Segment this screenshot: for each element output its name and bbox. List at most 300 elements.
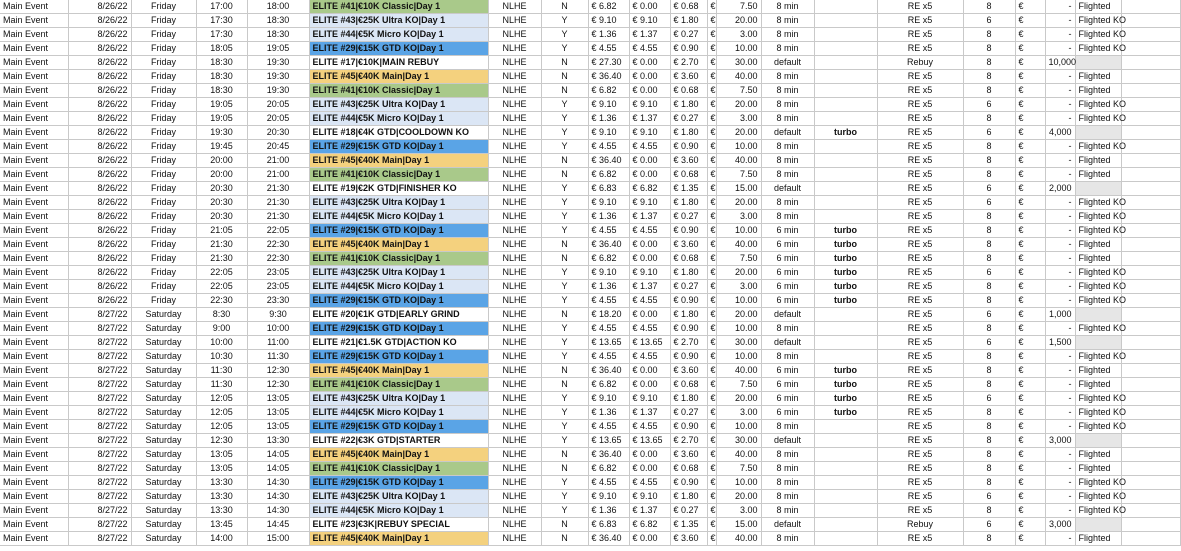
knockout-flag-cell[interactable]: Y [541,28,588,42]
level-time-cell[interactable]: 8 min [761,84,814,98]
category-cell[interactable]: Main Event [0,392,68,406]
empty-cell[interactable] [1121,196,1180,210]
structure-cell[interactable]: RE x5 [877,322,963,336]
structure-cell[interactable]: RE x5 [877,294,963,308]
category-cell[interactable]: Main Event [0,490,68,504]
fee-cell[interactable]: € 1.80 [670,308,707,322]
flight-type-cell[interactable] [1075,126,1121,140]
guarantee-currency-cell[interactable]: € [1015,266,1045,280]
date-cell[interactable]: 8/27/22 [68,504,131,518]
bounty-cell[interactable]: € 1.37 [629,406,670,420]
game-type-cell[interactable]: NLHE [488,224,541,238]
game-type-cell[interactable]: NLHE [488,322,541,336]
end-time-cell[interactable]: 14:30 [247,490,309,504]
start-time-cell[interactable]: 17:30 [196,14,247,28]
knockout-flag-cell[interactable]: N [541,518,588,532]
category-cell[interactable]: Main Event [0,28,68,42]
tournament-name-cell[interactable]: ELITE #41|€10K Classic|Day 1 [309,378,488,392]
seats-cell[interactable]: 8 [963,140,1015,154]
date-cell[interactable]: 8/26/22 [68,224,131,238]
total-cell[interactable]: 3.00 [716,504,761,518]
weekday-cell[interactable]: Friday [131,112,196,126]
currency-cell[interactable]: € [707,154,716,168]
start-time-cell[interactable]: 21:30 [196,252,247,266]
seats-cell[interactable]: 8 [963,378,1015,392]
empty-cell[interactable] [1121,406,1180,420]
speed-cell[interactable] [814,84,877,98]
fee-cell[interactable]: € 0.27 [670,504,707,518]
date-cell[interactable]: 8/26/22 [68,266,131,280]
bounty-cell[interactable]: € 6.82 [629,518,670,532]
level-time-cell[interactable]: 8 min [761,14,814,28]
seats-cell[interactable]: 8 [963,532,1015,546]
speed-cell[interactable] [814,56,877,70]
game-type-cell[interactable]: NLHE [488,350,541,364]
currency-cell[interactable]: € [707,168,716,182]
structure-cell[interactable]: RE x5 [877,490,963,504]
knockout-flag-cell[interactable]: Y [541,210,588,224]
date-cell[interactable]: 8/26/22 [68,98,131,112]
bounty-cell[interactable]: € 9.10 [629,392,670,406]
knockout-flag-cell[interactable]: Y [541,266,588,280]
fee-cell[interactable]: € 1.80 [670,392,707,406]
weekday-cell[interactable]: Saturday [131,378,196,392]
end-time-cell[interactable]: 13:05 [247,420,309,434]
start-time-cell[interactable]: 22:05 [196,266,247,280]
flight-type-cell[interactable]: Flighted [1075,378,1121,392]
total-cell[interactable]: 3.00 [716,210,761,224]
knockout-flag-cell[interactable]: N [541,532,588,546]
level-time-cell[interactable]: 8 min [761,420,814,434]
currency-cell[interactable]: € [707,126,716,140]
game-type-cell[interactable]: NLHE [488,168,541,182]
end-time-cell[interactable]: 11:00 [247,336,309,350]
structure-cell[interactable]: Rebuy [877,56,963,70]
start-time-cell[interactable]: 21:05 [196,224,247,238]
empty-cell[interactable] [1121,336,1180,350]
fee-cell[interactable]: € 1.35 [670,518,707,532]
tournament-name-cell[interactable]: ELITE #43|€25K Ultra KO|Day 1 [309,98,488,112]
currency-cell[interactable]: € [707,490,716,504]
buyin-cell[interactable]: € 9.10 [588,98,629,112]
fee-cell[interactable]: € 0.68 [670,462,707,476]
end-time-cell[interactable]: 22:30 [247,252,309,266]
flight-type-cell[interactable]: Flighted KO [1075,196,1121,210]
bounty-cell[interactable]: € 4.55 [629,42,670,56]
empty-cell[interactable] [1121,70,1180,84]
guarantee-cell[interactable]: - [1045,266,1075,280]
total-cell[interactable]: 10.00 [716,224,761,238]
weekday-cell[interactable]: Friday [131,0,196,14]
guarantee-cell[interactable]: 1,500 [1045,336,1075,350]
game-type-cell[interactable]: NLHE [488,420,541,434]
guarantee-currency-cell[interactable]: € [1015,224,1045,238]
seats-cell[interactable]: 6 [963,266,1015,280]
level-time-cell[interactable]: 6 min [761,280,814,294]
guarantee-currency-cell[interactable]: € [1015,462,1045,476]
guarantee-cell[interactable]: - [1045,84,1075,98]
speed-cell[interactable] [814,154,877,168]
flight-type-cell[interactable] [1075,308,1121,322]
fee-cell[interactable]: € 1.80 [670,266,707,280]
tournament-name-cell[interactable]: ELITE #45|€40K Main|Day 1 [309,70,488,84]
knockout-flag-cell[interactable]: Y [541,98,588,112]
flight-type-cell[interactable]: Flighted KO [1075,392,1121,406]
knockout-flag-cell[interactable]: N [541,364,588,378]
category-cell[interactable]: Main Event [0,154,68,168]
flight-type-cell[interactable] [1075,518,1121,532]
empty-cell[interactable] [1121,350,1180,364]
fee-cell[interactable]: € 1.80 [670,196,707,210]
speed-cell[interactable]: turbo [814,294,877,308]
seats-cell[interactable]: 8 [963,42,1015,56]
level-time-cell[interactable]: 6 min [761,378,814,392]
knockout-flag-cell[interactable]: Y [541,14,588,28]
guarantee-currency-cell[interactable]: € [1015,476,1045,490]
flight-type-cell[interactable]: Flighted KO [1075,28,1121,42]
category-cell[interactable]: Main Event [0,448,68,462]
empty-cell[interactable] [1121,308,1180,322]
weekday-cell[interactable]: Friday [131,224,196,238]
speed-cell[interactable]: turbo [814,364,877,378]
seats-cell[interactable]: 6 [963,196,1015,210]
date-cell[interactable]: 8/27/22 [68,434,131,448]
weekday-cell[interactable]: Saturday [131,420,196,434]
level-time-cell[interactable]: 8 min [761,28,814,42]
category-cell[interactable]: Main Event [0,504,68,518]
structure-cell[interactable]: RE x5 [877,140,963,154]
guarantee-cell[interactable]: - [1045,490,1075,504]
guarantee-cell[interactable]: - [1045,154,1075,168]
guarantee-currency-cell[interactable]: € [1015,490,1045,504]
empty-cell[interactable] [1121,448,1180,462]
guarantee-currency-cell[interactable]: € [1015,448,1045,462]
weekday-cell[interactable]: Saturday [131,448,196,462]
weekday-cell[interactable]: Friday [131,168,196,182]
currency-cell[interactable]: € [707,182,716,196]
fee-cell[interactable]: € 0.68 [670,0,707,14]
total-cell[interactable]: 3.00 [716,112,761,126]
game-type-cell[interactable]: NLHE [488,154,541,168]
end-time-cell[interactable]: 10:00 [247,322,309,336]
category-cell[interactable]: Main Event [0,42,68,56]
start-time-cell[interactable]: 20:30 [196,210,247,224]
start-time-cell[interactable]: 10:30 [196,350,247,364]
seats-cell[interactable]: 8 [963,112,1015,126]
knockout-flag-cell[interactable]: Y [541,112,588,126]
seats-cell[interactable]: 6 [963,518,1015,532]
game-type-cell[interactable]: NLHE [488,532,541,546]
seats-cell[interactable]: 8 [963,238,1015,252]
category-cell[interactable]: Main Event [0,364,68,378]
tournament-name-cell[interactable]: ELITE #43|€25K Ultra KO|Day 1 [309,196,488,210]
guarantee-currency-cell[interactable]: € [1015,406,1045,420]
speed-cell[interactable] [814,168,877,182]
seats-cell[interactable]: 8 [963,420,1015,434]
speed-cell[interactable] [814,462,877,476]
date-cell[interactable]: 8/27/22 [68,336,131,350]
end-time-cell[interactable]: 21:30 [247,210,309,224]
empty-cell[interactable] [1121,392,1180,406]
fee-cell[interactable]: € 0.68 [670,378,707,392]
speed-cell[interactable]: turbo [814,238,877,252]
empty-cell[interactable] [1121,364,1180,378]
game-type-cell[interactable]: NLHE [488,238,541,252]
fee-cell[interactable]: € 1.80 [670,126,707,140]
empty-cell[interactable] [1121,490,1180,504]
flight-type-cell[interactable]: Flighted KO [1075,210,1121,224]
total-cell[interactable]: 20.00 [716,196,761,210]
knockout-flag-cell[interactable]: N [541,154,588,168]
flight-type-cell[interactable]: Flighted KO [1075,406,1121,420]
category-cell[interactable]: Main Event [0,210,68,224]
bounty-cell[interactable]: € 4.55 [629,350,670,364]
speed-cell[interactable] [814,350,877,364]
currency-cell[interactable]: € [707,350,716,364]
bounty-cell[interactable]: € 9.10 [629,266,670,280]
total-cell[interactable]: 15.00 [716,182,761,196]
seats-cell[interactable]: 8 [963,84,1015,98]
tournament-name-cell[interactable]: ELITE #18|€4K GTD|COOLDOWN KO [309,126,488,140]
speed-cell[interactable] [814,322,877,336]
end-time-cell[interactable]: 20:45 [247,140,309,154]
seats-cell[interactable]: 6 [963,182,1015,196]
category-cell[interactable]: Main Event [0,476,68,490]
seats-cell[interactable]: 6 [963,98,1015,112]
date-cell[interactable]: 8/26/22 [68,112,131,126]
guarantee-currency-cell[interactable]: € [1015,336,1045,350]
currency-cell[interactable]: € [707,280,716,294]
guarantee-cell[interactable]: - [1045,70,1075,84]
guarantee-cell[interactable]: - [1045,462,1075,476]
tournament-name-cell[interactable]: ELITE #44|€5K Micro KO|Day 1 [309,504,488,518]
end-time-cell[interactable]: 18:30 [247,28,309,42]
guarantee-cell[interactable]: - [1045,0,1075,14]
total-cell[interactable]: 15.00 [716,518,761,532]
guarantee-cell[interactable]: - [1045,42,1075,56]
structure-cell[interactable]: RE x5 [877,462,963,476]
structure-cell[interactable]: RE x5 [877,476,963,490]
weekday-cell[interactable]: Saturday [131,364,196,378]
end-time-cell[interactable]: 11:30 [247,350,309,364]
start-time-cell[interactable]: 22:05 [196,280,247,294]
flight-type-cell[interactable]: Flighted [1075,238,1121,252]
category-cell[interactable]: Main Event [0,238,68,252]
structure-cell[interactable]: RE x5 [877,14,963,28]
bounty-cell[interactable]: € 9.10 [629,126,670,140]
level-time-cell[interactable]: 8 min [761,0,814,14]
total-cell[interactable]: 20.00 [716,392,761,406]
structure-cell[interactable]: RE x5 [877,42,963,56]
bounty-cell[interactable]: € 0.00 [629,448,670,462]
buyin-cell[interactable]: € 36.40 [588,532,629,546]
flight-type-cell[interactable] [1075,336,1121,350]
weekday-cell[interactable]: Saturday [131,350,196,364]
seats-cell[interactable]: 8 [963,210,1015,224]
level-time-cell[interactable]: 6 min [761,252,814,266]
empty-cell[interactable] [1121,294,1180,308]
tournament-name-cell[interactable]: ELITE #29|€15K GTD KO|Day 1 [309,294,488,308]
empty-cell[interactable] [1121,280,1180,294]
knockout-flag-cell[interactable]: Y [541,476,588,490]
guarantee-cell[interactable]: - [1045,280,1075,294]
buyin-cell[interactable]: € 4.55 [588,224,629,238]
total-cell[interactable]: 20.00 [716,126,761,140]
total-cell[interactable]: 40.00 [716,154,761,168]
level-time-cell[interactable]: 6 min [761,392,814,406]
bounty-cell[interactable]: € 0.00 [629,462,670,476]
category-cell[interactable]: Main Event [0,322,68,336]
total-cell[interactable]: 40.00 [716,70,761,84]
tournament-name-cell[interactable]: ELITE #43|€25K Ultra KO|Day 1 [309,490,488,504]
tournament-name-cell[interactable]: ELITE #41|€10K Classic|Day 1 [309,0,488,14]
fee-cell[interactable]: € 0.90 [670,420,707,434]
buyin-cell[interactable]: € 13.65 [588,336,629,350]
fee-cell[interactable]: € 3.60 [670,70,707,84]
guarantee-currency-cell[interactable]: € [1015,420,1045,434]
speed-cell[interactable] [814,532,877,546]
guarantee-cell[interactable]: - [1045,420,1075,434]
flight-type-cell[interactable]: Flighted KO [1075,490,1121,504]
date-cell[interactable]: 8/27/22 [68,462,131,476]
game-type-cell[interactable]: NLHE [488,364,541,378]
weekday-cell[interactable]: Friday [131,42,196,56]
bounty-cell[interactable]: € 1.37 [629,112,670,126]
buyin-cell[interactable]: € 36.40 [588,70,629,84]
total-cell[interactable]: 40.00 [716,238,761,252]
game-type-cell[interactable]: NLHE [488,182,541,196]
category-cell[interactable]: Main Event [0,294,68,308]
tournament-name-cell[interactable]: ELITE #17|€10K|MAIN REBUY [309,56,488,70]
guarantee-currency-cell[interactable]: € [1015,350,1045,364]
empty-cell[interactable] [1121,182,1180,196]
currency-cell[interactable]: € [707,0,716,14]
end-time-cell[interactable]: 9:30 [247,308,309,322]
game-type-cell[interactable]: NLHE [488,266,541,280]
tournament-name-cell[interactable]: ELITE #29|€15K GTD KO|Day 1 [309,42,488,56]
category-cell[interactable]: Main Event [0,420,68,434]
game-type-cell[interactable]: NLHE [488,196,541,210]
game-type-cell[interactable]: NLHE [488,280,541,294]
buyin-cell[interactable]: € 4.55 [588,476,629,490]
start-time-cell[interactable]: 18:30 [196,70,247,84]
currency-cell[interactable]: € [707,448,716,462]
guarantee-cell[interactable]: - [1045,350,1075,364]
knockout-flag-cell[interactable]: Y [541,196,588,210]
date-cell[interactable]: 8/27/22 [68,448,131,462]
knockout-flag-cell[interactable]: N [541,0,588,14]
fee-cell[interactable]: € 3.60 [670,238,707,252]
empty-cell[interactable] [1121,140,1180,154]
level-time-cell[interactable]: default [761,308,814,322]
category-cell[interactable]: Main Event [0,112,68,126]
knockout-flag-cell[interactable]: Y [541,504,588,518]
empty-cell[interactable] [1121,476,1180,490]
category-cell[interactable]: Main Event [0,14,68,28]
weekday-cell[interactable]: Saturday [131,462,196,476]
start-time-cell[interactable]: 13:30 [196,504,247,518]
tournament-name-cell[interactable]: ELITE #44|€5K Micro KO|Day 1 [309,210,488,224]
category-cell[interactable]: Main Event [0,168,68,182]
guarantee-cell[interactable]: - [1045,252,1075,266]
currency-cell[interactable]: € [707,210,716,224]
total-cell[interactable]: 10.00 [716,476,761,490]
level-time-cell[interactable]: default [761,336,814,350]
speed-cell[interactable] [814,336,877,350]
fee-cell[interactable]: € 0.68 [670,168,707,182]
structure-cell[interactable]: RE x5 [877,126,963,140]
seats-cell[interactable]: 8 [963,252,1015,266]
knockout-flag-cell[interactable]: Y [541,350,588,364]
bounty-cell[interactable]: € 4.55 [629,420,670,434]
speed-cell[interactable] [814,28,877,42]
total-cell[interactable]: 20.00 [716,266,761,280]
date-cell[interactable]: 8/26/22 [68,70,131,84]
start-time-cell[interactable]: 17:30 [196,28,247,42]
guarantee-currency-cell[interactable]: € [1015,28,1045,42]
seats-cell[interactable]: 6 [963,392,1015,406]
total-cell[interactable]: 40.00 [716,364,761,378]
total-cell[interactable]: 30.00 [716,336,761,350]
date-cell[interactable]: 8/26/22 [68,168,131,182]
start-time-cell[interactable]: 12:05 [196,392,247,406]
buyin-cell[interactable]: € 9.10 [588,126,629,140]
guarantee-currency-cell[interactable]: € [1015,126,1045,140]
flight-type-cell[interactable]: Flighted [1075,0,1121,14]
currency-cell[interactable]: € [707,364,716,378]
level-time-cell[interactable]: 8 min [761,322,814,336]
flight-type-cell[interactable]: Flighted [1075,70,1121,84]
currency-cell[interactable]: € [707,518,716,532]
end-time-cell[interactable]: 13:05 [247,392,309,406]
empty-cell[interactable] [1121,0,1180,14]
guarantee-currency-cell[interactable]: € [1015,0,1045,14]
speed-cell[interactable] [814,42,877,56]
buyin-cell[interactable]: € 6.83 [588,518,629,532]
total-cell[interactable]: 7.50 [716,252,761,266]
knockout-flag-cell[interactable]: Y [541,406,588,420]
currency-cell[interactable]: € [707,434,716,448]
level-time-cell[interactable]: default [761,518,814,532]
level-time-cell[interactable]: default [761,182,814,196]
date-cell[interactable]: 8/26/22 [68,280,131,294]
weekday-cell[interactable]: Friday [131,280,196,294]
speed-cell[interactable]: turbo [814,224,877,238]
fee-cell[interactable]: € 3.60 [670,154,707,168]
seats-cell[interactable]: 6 [963,336,1015,350]
bounty-cell[interactable]: € 1.37 [629,210,670,224]
category-cell[interactable]: Main Event [0,378,68,392]
game-type-cell[interactable]: NLHE [488,70,541,84]
structure-cell[interactable]: RE x5 [877,364,963,378]
category-cell[interactable]: Main Event [0,56,68,70]
level-time-cell[interactable]: 6 min [761,294,814,308]
guarantee-cell[interactable]: - [1045,378,1075,392]
guarantee-cell[interactable]: - [1045,112,1075,126]
weekday-cell[interactable]: Friday [131,98,196,112]
knockout-flag-cell[interactable]: Y [541,434,588,448]
buyin-cell[interactable]: € 36.40 [588,364,629,378]
guarantee-currency-cell[interactable]: € [1015,308,1045,322]
buyin-cell[interactable]: € 9.10 [588,196,629,210]
guarantee-cell[interactable]: 3,000 [1045,518,1075,532]
flight-type-cell[interactable]: Flighted KO [1075,476,1121,490]
guarantee-cell[interactable]: 10,000 [1045,56,1075,70]
buyin-cell[interactable]: € 27.30 [588,56,629,70]
tournament-name-cell[interactable]: ELITE #21|€1.5K GTD|ACTION KO [309,336,488,350]
bounty-cell[interactable]: € 9.10 [629,98,670,112]
speed-cell[interactable] [814,196,877,210]
